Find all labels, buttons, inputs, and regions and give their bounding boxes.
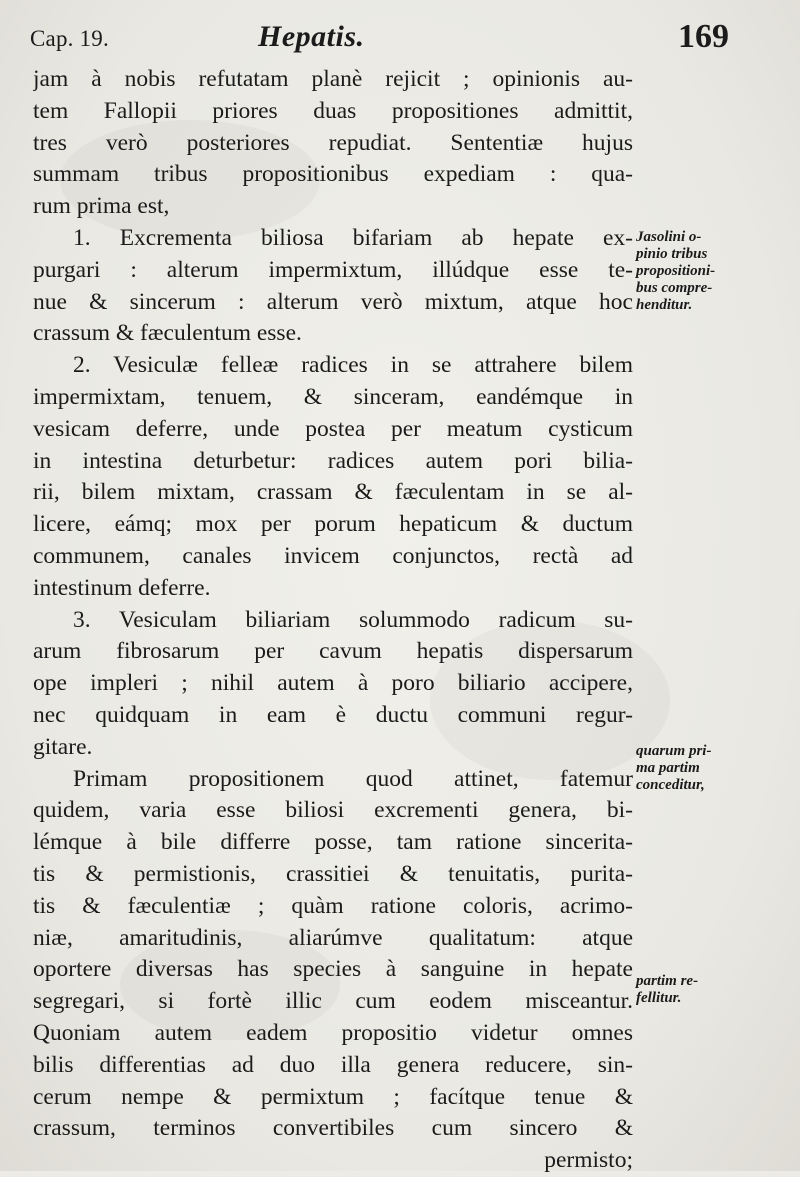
text-line: quidem, varia esse biliosi excrementi genera, bi- (33, 797, 633, 824)
text-line: lémque à bile differre posse, tam ratione sincerita- (33, 829, 633, 856)
text-line: impermixtam, tenuem, & sinceram, eandémque in (33, 383, 633, 410)
text-line: tis & permistionis, crassitiei & tenuitatis, purita- (33, 860, 633, 887)
text-line: cerum nempe & permixtum ; facítque tenue & (33, 1083, 633, 1110)
text-line: Quoniam autem eadem propositio videtur omnes (33, 1019, 633, 1046)
text-line: jam à nobis refutatam planè rejicit ; opinionis au- (33, 66, 633, 92)
text-line: in intestina deturbetur: radices autem pori bilia- (33, 447, 633, 474)
text-line: tres verò posteriores repudiat. Sententiæ hujus (33, 129, 633, 156)
text-line: gitare. (33, 733, 93, 760)
running-header (0, 18, 800, 62)
text-line: Primam propositionem quod attinet, fatemur (73, 765, 633, 792)
text-line: ope impleri ; nihil autem à poro biliario accipere, (33, 670, 633, 697)
text-line: nue & sincerum : alterum verò mixtum, atque hoc (33, 288, 633, 315)
text-line: tem Fallopii priores duas propositiones admittit, (33, 97, 633, 124)
catchword-line: permisto; (544, 1147, 633, 1174)
text-line: nec quidquam in eam è ductu communi regur- (33, 701, 633, 728)
text-line: licere, eámq; mox per porum hepaticum & ductum (33, 511, 633, 538)
text-line: tis & fæculentiæ ; quàm ratione coloris, acrimo- (33, 892, 633, 919)
margin-note-line: propositioni- (636, 263, 716, 279)
margin-note-line: partim re- (636, 973, 699, 989)
text-line: rum prima est, (33, 193, 170, 220)
margin-note-line: fellitur. (636, 990, 682, 1006)
text-line: bilis differentias ad duo illa genera reducere, sin- (33, 1051, 633, 1078)
text-line: communem, canales invicem conjunctos, rectà ad (33, 542, 633, 569)
text-line: arum fibrosarum per cavum hepatis dispersarum (33, 638, 633, 665)
text-line: segregari, si fortè illic cum eodem misceantur. (33, 988, 633, 1015)
text-line: vesicam deferre, unde postea per meatum cysticum (33, 415, 633, 442)
margin-note-line: henditur. (636, 297, 693, 313)
margin-note-line: pinio tribus (636, 246, 708, 262)
margin-note-line: conceditur, (636, 777, 705, 793)
text-line: rii, bilem mixtam, crassam & fæculentam in se al- (33, 479, 633, 506)
body-text (33, 64, 633, 1177)
margin-note-quarum (636, 743, 796, 794)
margin-note-line: quarum pri- (636, 743, 712, 759)
margin-note-jasolini (636, 229, 796, 314)
margin-note-line: bus compre- (636, 280, 713, 296)
text-line: 2. Vesiculæ felleæ radices in se attrahere bilem (73, 352, 633, 379)
running-title: Hepatis. (258, 20, 365, 53)
text-line: crassum & fæculentum esse. (33, 320, 302, 347)
page-number: 169 (678, 18, 729, 55)
text-line: purgari : alterum impermixtum, illúdque esse te- (33, 256, 633, 283)
margin-note-line: Jasolini o- (636, 229, 702, 245)
margin-note-partim (636, 973, 796, 1007)
text-line: 3. Vesiculam biliariam solummodo radicum su- (73, 606, 633, 633)
text-line: 1. Excrementa biliosa bifariam ab hepate ex- (73, 224, 633, 251)
text-line: summam tribus propositionibus expediam : qua- (33, 161, 633, 188)
margin-note-line: ma partim (636, 760, 700, 776)
text-line: crassum, terminos convertibiles cum sincero & (33, 1115, 633, 1142)
text-line: niæ, amaritudinis, aliarúmve qualitatum: atque (33, 924, 633, 951)
text-line: oportere diversas has species à sanguine in hepate (33, 956, 633, 983)
chapter-label: Cap. 19. (30, 26, 109, 51)
text-line: intestinum deferre. (33, 574, 211, 601)
